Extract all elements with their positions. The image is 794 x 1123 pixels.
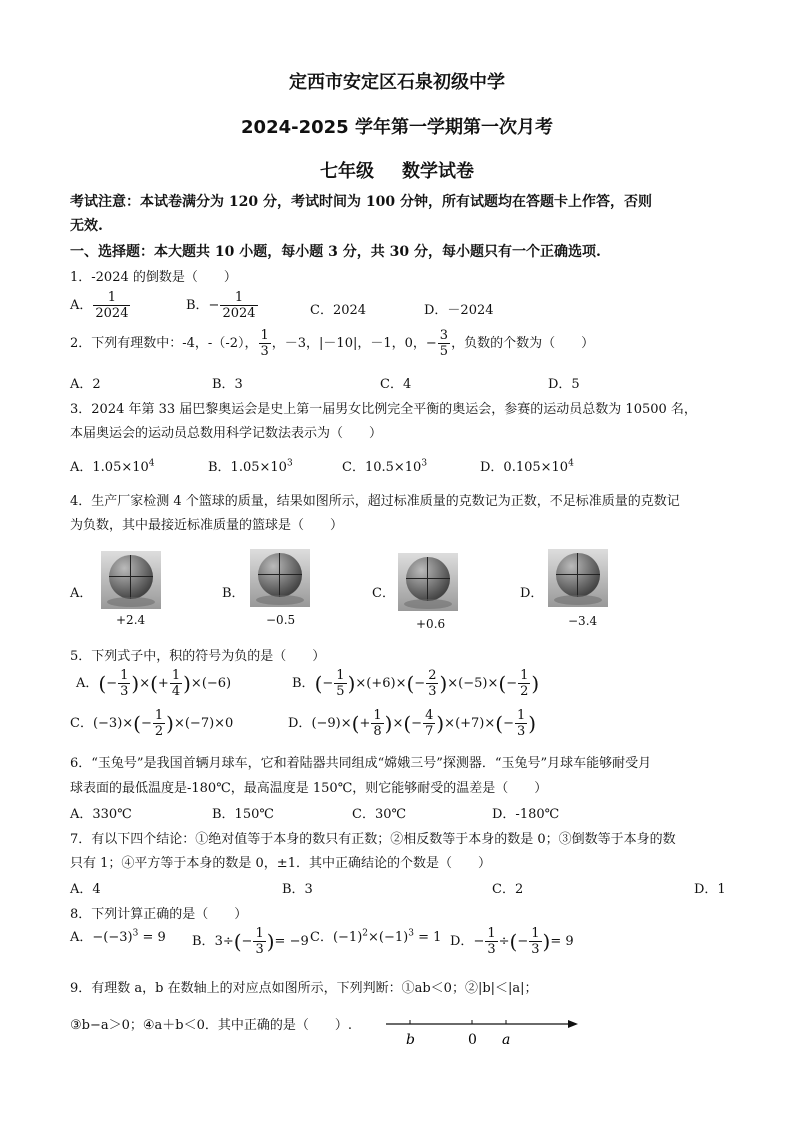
basketball-image-a	[101, 551, 161, 609]
q3-line2: 本届奥运会的运动员总数用科学记数法表示为（ ）	[70, 426, 383, 441]
q8-option-b: B．3÷(− $\frac{1}{3}$ )= −9	[192, 926, 309, 957]
q6-option-c: C．30℃	[352, 807, 407, 822]
q6-option-b: B．150℃	[212, 807, 274, 822]
q4-option-c-label: C．	[372, 586, 395, 601]
q3-option-d: D．$0.105\times 10^4$	[480, 458, 574, 475]
q1-option-b: B．− $\frac{1}{2024}$	[186, 290, 256, 321]
q6-line2: 球表面的最低温度是-180℃，最高温度是 150℃，则它能够耐受的温差是（ ）	[70, 781, 548, 796]
term-title: 2024-2025 学年第一学期第一次月考	[241, 117, 553, 138]
q4-value-b: −0.5	[266, 613, 296, 627]
q9-line1: 9．有理数 a，b 在数轴上的对应点如图所示，下列判断：①ab＜0；②|b|＜|a|；	[70, 981, 538, 996]
q2-option-b: B．3	[212, 377, 243, 392]
q4-value-d: −3.4	[568, 614, 598, 628]
q4-value-c: +0.6	[416, 617, 446, 631]
q3-option-c: C．$10.5\times 10^3$	[342, 458, 428, 475]
basketball-image-d	[548, 549, 608, 607]
axis-label-b: b	[406, 1032, 415, 1048]
q4-line1: 4．生产厂家检测 4 个篮球的质量，结果如图所示，超过标准质量的克数记为正数，不足标准质量的克数记	[70, 494, 680, 509]
section-heading: 一、选择题：本大题共 10 小题，每小题 3 分，共 30 分，每小题只有一个正确选项.	[70, 244, 601, 260]
q7-option-c: C．2	[492, 882, 524, 897]
q4-option-d-label: D．	[520, 586, 544, 601]
q3-line1: 3．2024 年第 33 届巴黎奥运会是史上第一届男女比例完全平衡的奥运会，参赛的运动员总数为 10500 名，	[70, 402, 697, 417]
q4-option-b-label: B．	[222, 586, 245, 601]
q8-option-a: A．$-(-3)^3 = 9$	[70, 928, 166, 945]
axis-label-0: 0	[468, 1032, 477, 1048]
subject-label: 数学试卷	[402, 161, 474, 182]
q5-stem: 5．下列式子中，积的符号为负的是（ ）	[70, 649, 326, 664]
q4-value-a: +2.4	[116, 613, 146, 627]
q2-option-d: D．5	[548, 377, 580, 392]
school-title: 定西市安定区石泉初级中学	[289, 72, 505, 93]
q7-line2: 只有 1；④平方等于本身的数是 0，±1．其中正确结论的个数是（ ）	[70, 856, 491, 871]
q7-option-b: B．3	[282, 882, 313, 897]
q5-option-c: C．(−3)×(− $\frac{1}{2}$ )×(−7)×0	[70, 708, 234, 739]
q6-line1: 6．“玉兔号”是我国首辆月球车，它和着陆器共同组成“嫦娥三号”探测器．“玉兔号”月球车能够耐受月	[70, 756, 652, 771]
q9-line2: ③b−a＞0；④a＋b＜0．其中正确的是（ ）.	[70, 1018, 353, 1033]
q7-option-a: A．4	[70, 882, 101, 897]
number-line-arrow	[568, 1020, 578, 1028]
axis-label-a: a	[502, 1032, 511, 1048]
q1-option-a: A． $\frac{1}{2024}$	[70, 290, 129, 321]
q3-option-a: A．$1.05\times 10^4$	[70, 458, 155, 475]
q5-option-a: A．(− $\frac{1}{3}$ )×(+ $\frac{1}{4}$ )×(−6)	[76, 668, 232, 699]
q3-option-b: B．$1.05\times 10^3$	[208, 458, 293, 475]
q8-option-d: D．− $\frac{1}{3}$ ÷(− $\frac{1}{3}$ )= 9	[450, 926, 574, 957]
number-line-figure	[380, 1012, 590, 1052]
q2-option-a: A．2	[70, 377, 101, 392]
q6-option-a: A．330℃	[70, 807, 132, 822]
q1-stem: 1．-2024 的倒数是（ ）	[70, 270, 237, 285]
exam-title	[0, 157, 794, 183]
basketball-image-c	[398, 553, 458, 611]
q4-line2: 为负数，其中最接近标准质量的篮球是（ ）	[70, 518, 344, 533]
notice-line1: 考试注意：本试卷满分为 120 分，考试时间为 100 分钟，所有试题均在答题卡上作答，否则	[70, 194, 652, 210]
q6-option-d: D．-180℃	[492, 807, 560, 822]
q4-option-a-label: A．	[70, 586, 93, 601]
q8-stem: 8．下列计算正确的是（ ）	[70, 907, 248, 922]
q5-option-d: D．(−9)×(+ $\frac{1}{8}$ )×(− $\frac{4}{7}$ )×(+7)×(− $\frac{1}{3}$ )	[288, 708, 537, 739]
grade-label: 七年级	[320, 161, 374, 182]
basketball-image-b	[250, 549, 310, 607]
q5-option-b: B．(− $\frac{1}{5}$ )×(+6)×(− $\frac{2}{3}$ )×(−5)×(− $\frac{1}{2}$ )	[292, 668, 540, 699]
q7-line1: 7．有以下四个结论：①绝对值等于本身的数只有正数；②相反数等于本身的数是 0；③倒数等于本身的数	[70, 832, 676, 847]
q8-option-c: C．$(-1)^2\times(-1)^3 = 1$	[310, 928, 442, 945]
q2-option-c: C．4	[380, 377, 412, 392]
q1-option-c: C．2024	[310, 303, 367, 318]
q2-stem: 2．下列有理数中：-4，-（-2）， $\frac{1}{3}$ ，－3，|－10|，－1，0，− $\frac{3}{5}$ ，负数的个数为（ ）	[70, 328, 595, 359]
q7-option-d: D．1	[694, 882, 726, 897]
notice-line2: 无效.	[70, 218, 103, 234]
q1-option-d: D．－2024	[424, 303, 494, 318]
